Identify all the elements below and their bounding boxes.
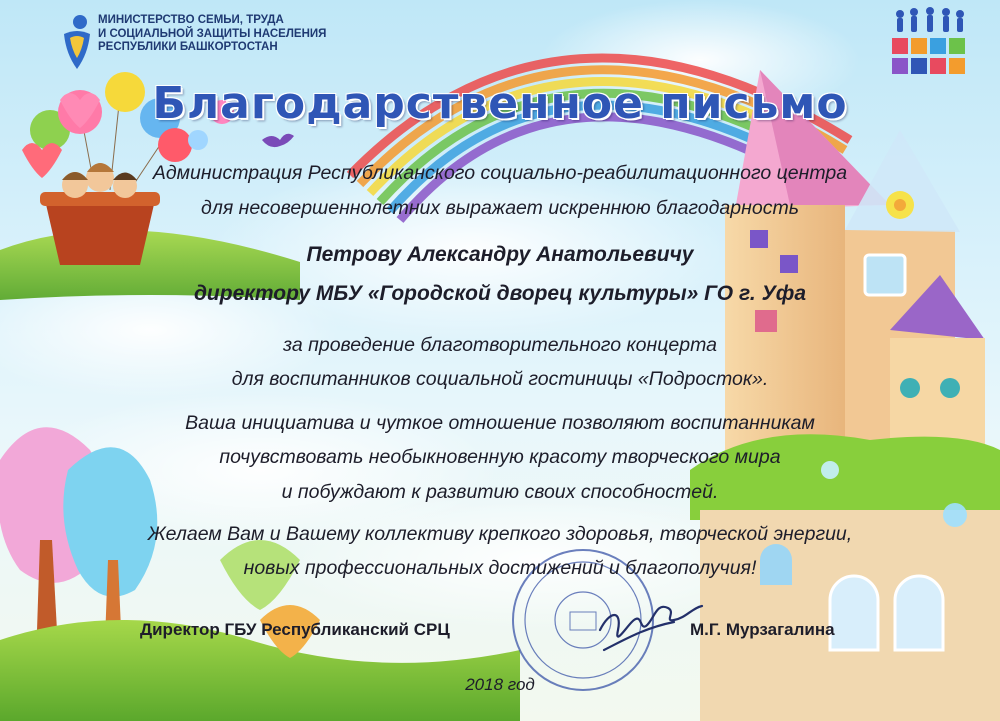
recipient-position: директору МБУ «Городской дворец культуры» ГО г. Уфа <box>193 282 807 305</box>
ministry-name-line: И СОЦИАЛЬНОЙ ЗАЩИТЫ НАСЕЛЕНИЯ <box>98 27 327 40</box>
wish-line-2: новых профессиональных достижений и благополучия! <box>243 557 757 579</box>
intro-line-2: для несовершеннолетних выражает искреннюю благодарность <box>201 197 799 219</box>
certificate-title: Благодарственное письмо <box>152 78 848 129</box>
ministry-name-line: РЕСПУБЛИКИ БАШКОРТОСТАН <box>98 41 278 53</box>
issue-year: 2018 год <box>465 675 535 694</box>
reason-line-2: для воспитанников социальной гостиницы «Подросток». <box>231 368 769 390</box>
paragraph-2-line-1: Ваша инициатива и чуткое отношение позволяют воспитанникам <box>185 412 815 434</box>
intro-line-1: Администрация Республиканского социально-реабилитационного центра <box>152 162 848 184</box>
ministry-header <box>62 14 326 74</box>
ministry-name <box>98 14 326 55</box>
paragraph-2-line-2: почувствовать необыкновенную красоту творческого мира <box>219 446 781 468</box>
paragraph-2-line-3: и побуждают к развитию своих способностей. <box>281 481 719 503</box>
signer-title: Директор ГБУ Республиканский СРЦ <box>140 620 450 639</box>
reason-line-1: за проведение благотворительного концерта <box>283 334 717 356</box>
ministry-logo-icon <box>62 14 92 74</box>
wish-line-1: Желаем Вам и Вашему коллективу крепкого здоровья, творческой энергии, <box>147 523 853 545</box>
bird <box>262 134 294 147</box>
recipient-name: Петрову Александру Анатольевичу <box>306 243 694 266</box>
signer-name: М.Г. Мурзагалина <box>690 620 835 639</box>
center-logo-icon <box>888 6 972 80</box>
ministry-name-line: МИНИСТЕРСТВО СЕМЬИ, ТРУДА <box>98 14 284 26</box>
